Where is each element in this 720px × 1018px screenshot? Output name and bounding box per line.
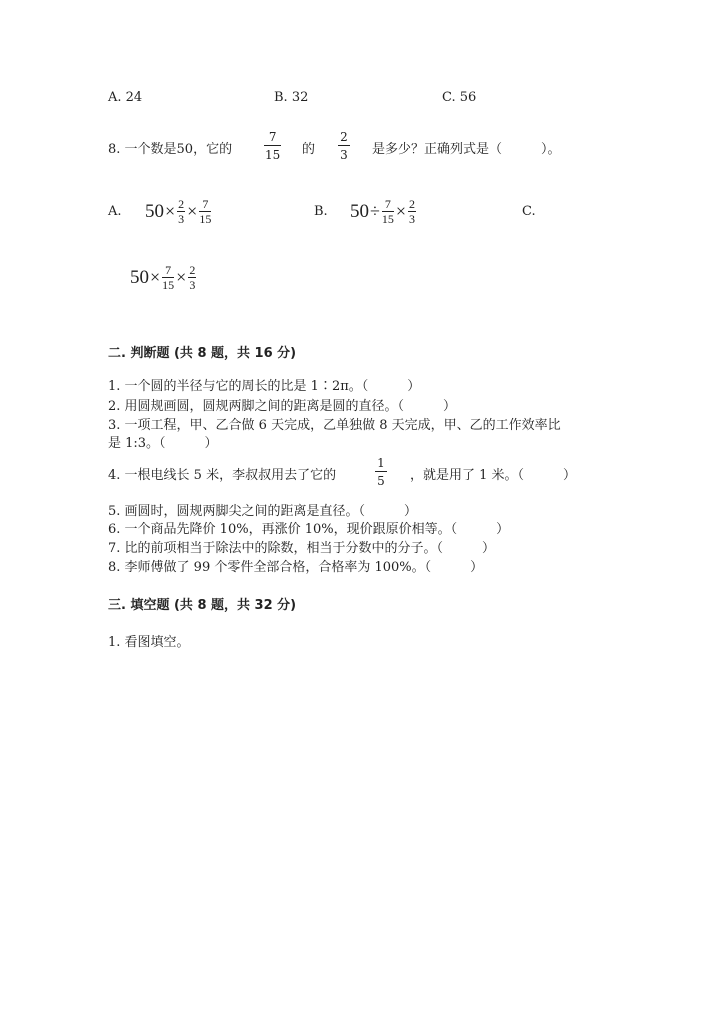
expr-frac-den: 3 — [178, 212, 185, 226]
q8-prefix: 8. 一个数是50，它的 — [108, 142, 233, 157]
expr-frac-den: 15 — [199, 212, 212, 226]
expr-number: 50 — [130, 266, 149, 288]
q8-expression-c — [130, 264, 197, 291]
q4-frac-den: 5 — [377, 474, 385, 488]
expr-frac-den: 15 — [381, 212, 394, 226]
expr-fraction — [199, 198, 211, 225]
judge-item-4-prefix: 4. 一根电线长 5 米，李叔叔用去了它的 — [108, 468, 337, 483]
q8-option-a-label: A. — [108, 204, 122, 219]
q8-middle: 的 — [302, 142, 316, 157]
expr-operator: × — [150, 267, 161, 287]
expr-frac-num: 2 — [178, 197, 185, 211]
expr-frac-num: 2 — [409, 197, 416, 211]
expr-frac-num: 7 — [384, 197, 391, 211]
expr-frac-num: 7 — [165, 263, 172, 277]
q8-expression-a — [145, 198, 212, 225]
expr-frac-den: 3 — [409, 212, 416, 226]
judge-item-4-suffix: ，就是用了 1 米。（ ） — [410, 468, 577, 483]
judge-item-3: 3. 一项工程，甲、乙合做 6 天完成，乙单独做 8 天完成，甲、乙的工作效率比 — [108, 418, 561, 433]
q8-frac2-den: 3 — [340, 148, 348, 162]
section-3-title: 三. 填空题 (共 8 题，共 32 分) — [108, 598, 297, 613]
expr-number: 50 — [145, 200, 164, 222]
expr-operator: × — [165, 201, 176, 221]
expr-number: 50 — [350, 200, 369, 222]
q8-frac1-num: 7 — [268, 130, 277, 144]
fill-item-1: 1. 看图填空。 — [108, 635, 190, 650]
judge-item-6: 6. 一个商品先降价 10%，再涨价 10%，现价跟原价相等。（ ） — [108, 522, 510, 537]
q8-frac2-num: 2 — [340, 130, 348, 144]
judge-item-1: 1. 一个圆的半径与它的周长的比是 1∶2π。（ ） — [108, 379, 421, 394]
q8-fraction-1 — [264, 131, 281, 161]
expr-fraction — [177, 198, 185, 225]
judge-item-8: 8. 李师傅做了 99 个零件全部合格，合格率为 100%。（ ） — [108, 560, 484, 575]
q8-frac1-den: 15 — [265, 148, 281, 162]
judge-item-4-fraction — [375, 457, 387, 487]
expr-frac-num: 7 — [202, 197, 209, 211]
expr-operator: × — [395, 201, 407, 221]
expr-frac-den: 15 — [162, 278, 175, 292]
q8-suffix: 是多少？正确列式是（ ）。 — [372, 142, 561, 157]
expr-fraction — [188, 264, 196, 291]
judge-item-5: 5. 画圆时，圆规两脚尖之间的距离是直径。（ ） — [108, 504, 418, 519]
judge-item-7: 7. 比的前项相当于除法中的除数，相当于分数中的分子。（ ） — [108, 541, 496, 556]
q4-frac-num: 1 — [377, 456, 385, 470]
q7-option-a: A. 24 — [108, 90, 143, 105]
judge-item-2: 2. 用圆规画圆，圆规两脚之间的距离是圆的直径。（ ） — [108, 399, 457, 414]
expr-frac-num: 2 — [189, 263, 196, 277]
expr-frac-den: 3 — [189, 278, 196, 292]
q8-option-b-label: B. — [314, 204, 328, 219]
section-2-title: 二. 判断题 (共 8 题，共 16 分) — [108, 346, 297, 361]
expr-operator: ÷ — [370, 201, 380, 221]
q7-option-c: C. 56 — [442, 90, 477, 105]
expr-operator: × — [187, 201, 198, 221]
expr-fraction — [408, 198, 416, 225]
q7-option-b: B. 32 — [274, 90, 309, 105]
q8-fraction-2 — [338, 131, 350, 161]
expr-operator: × — [176, 267, 187, 287]
expr-fraction — [162, 264, 174, 291]
q8-option-c-label: C. — [522, 204, 536, 219]
judge-item-3-cont: 是 1:3。（ ） — [108, 436, 218, 451]
q8-expression-b — [350, 198, 417, 225]
expr-fraction — [382, 198, 394, 225]
